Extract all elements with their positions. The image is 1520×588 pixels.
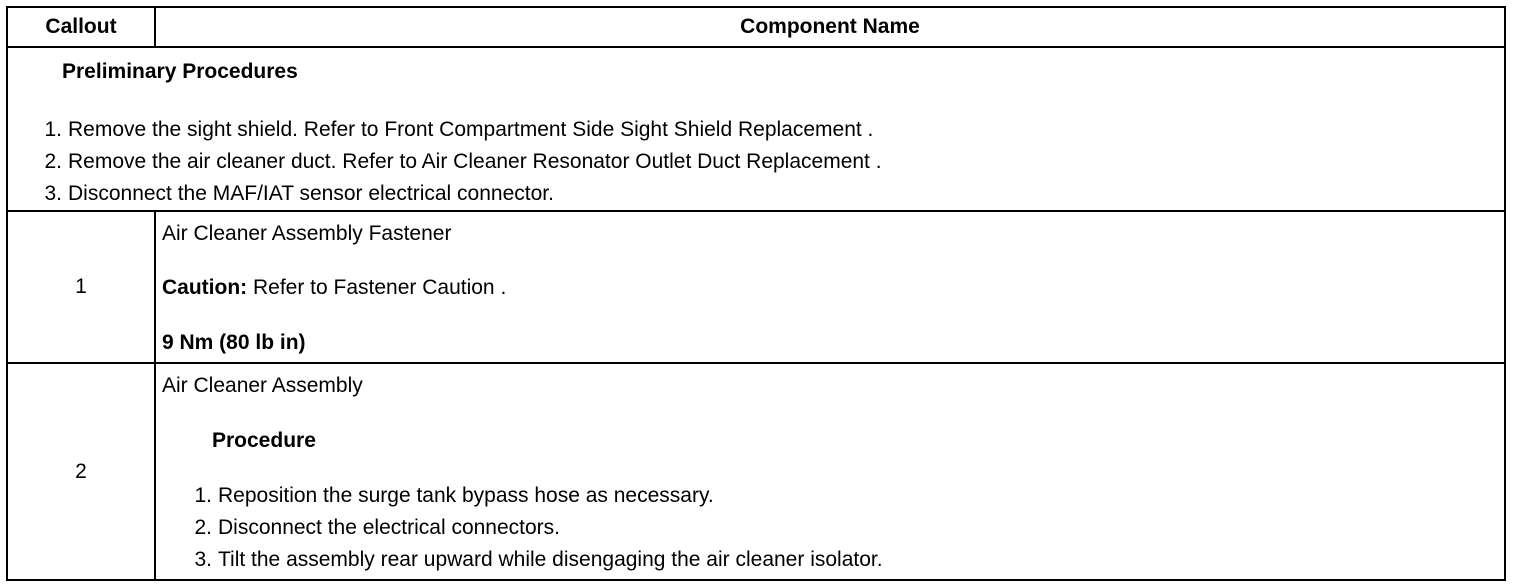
caution-label: Caution: bbox=[162, 276, 248, 299]
list-item bbox=[8, 114, 882, 146]
step-number: 3. bbox=[44, 182, 62, 205]
procedure-steps bbox=[156, 480, 883, 576]
component-cell bbox=[155, 363, 1505, 580]
preliminary-row bbox=[7, 47, 1505, 211]
list-item bbox=[156, 480, 883, 512]
step-number: 2. bbox=[44, 150, 62, 173]
list-item bbox=[156, 544, 883, 576]
preliminary-steps bbox=[8, 114, 882, 210]
component-name: Air Cleaner Assembly bbox=[162, 374, 363, 397]
step-text: Disconnect the electrical connectors. bbox=[218, 516, 560, 539]
step-number: 2. bbox=[194, 516, 212, 539]
step-text: Remove the air cleaner duct. Refer to Air Cleaner Resonator Outlet Duct Replacement . bbox=[68, 150, 882, 173]
procedure-title: Procedure bbox=[212, 429, 316, 452]
list-item bbox=[8, 178, 882, 210]
callout-header: Callout bbox=[7, 7, 155, 47]
torque-spec: 9 Nm (80 lb in) bbox=[162, 331, 306, 354]
table-row bbox=[7, 363, 1505, 580]
caution-text: Refer to Fastener Caution . bbox=[247, 276, 507, 299]
step-number: 1. bbox=[44, 118, 62, 141]
preliminary-cell bbox=[7, 47, 1505, 211]
step-text: Remove the sight shield. Refer to Front Compartment Side Sight Shield Replacement . bbox=[68, 118, 874, 141]
step-text: Disconnect the MAF/IAT sensor electrical connector. bbox=[68, 182, 554, 205]
step-text: Reposition the surge tank bypass hose as necessary. bbox=[218, 484, 714, 507]
caution-line bbox=[162, 276, 506, 300]
component-cell bbox=[155, 211, 1505, 363]
preliminary-title: Preliminary Procedures bbox=[62, 60, 298, 83]
step-text: Tilt the assembly rear upward while disengaging the air cleaner isolator. bbox=[218, 548, 883, 571]
callout-cell: 1 bbox=[7, 211, 155, 363]
list-item bbox=[156, 512, 883, 544]
callout-cell: 2 bbox=[7, 363, 155, 580]
step-number: 1. bbox=[194, 484, 212, 507]
header-row bbox=[7, 7, 1505, 47]
component-name: Air Cleaner Assembly Fastener bbox=[162, 222, 452, 245]
table-row bbox=[7, 211, 1505, 363]
step-number: 3. bbox=[194, 548, 212, 571]
component-name-header: Component Name bbox=[155, 7, 1505, 47]
component-table bbox=[6, 6, 1506, 581]
list-item bbox=[8, 146, 882, 178]
